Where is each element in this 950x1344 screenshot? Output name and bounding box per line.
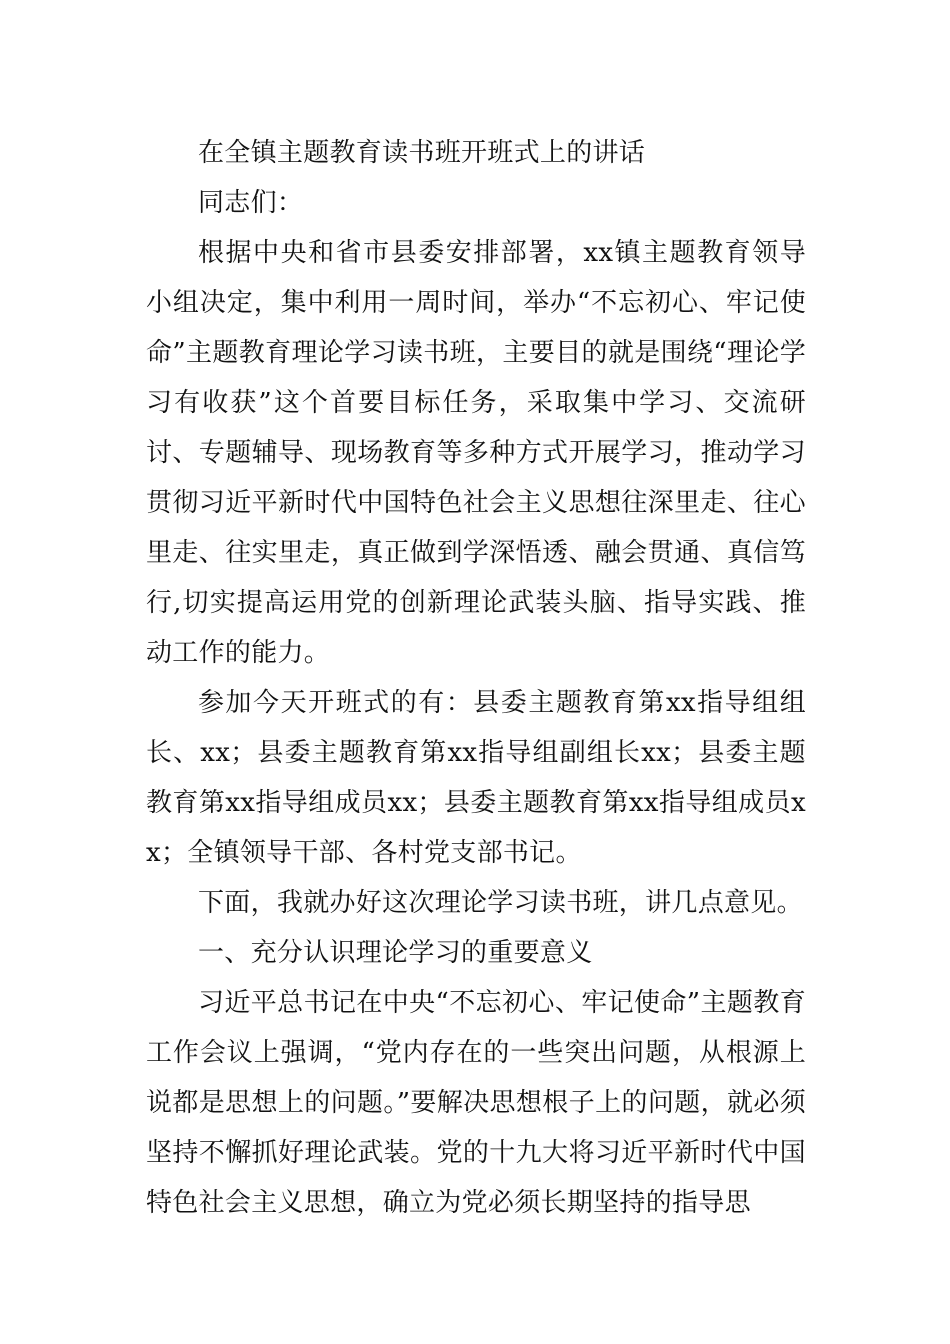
paragraph-transition: 下面，我就办好这次理论学习读书班，讲几点意见。 (198, 888, 803, 918)
document-title: 在全镇主题教育读书班开班式上的讲话 (198, 138, 646, 168)
paragraph-attendees: 参加今天开班式的有：县委主题教育第xx指导组组长、xx；县委主题教育第xx指导组副组长xx；县委主题教育第xx指导组成员xx；县委主题教育第xx指导组成员xx；全镇领导干部、各村党支部书记。 (146, 688, 806, 868)
salutation: 同志们： (198, 188, 304, 218)
section-heading: 一、充分认识理论学习的重要意义 (198, 938, 593, 968)
section-paragraph: 习近平总书记在中央“不忘初心、牢记使命”主题教育工作会议上强调，“党内存在的一些突出问题，从根源上说都是思想上的问题。”要解决思想根子上的问题，就必须坚持不懈抓好理论武装。党的十九大将习近平新时代中国特色社会主义思想，确立为党必须长期坚持的指导思 (146, 988, 806, 1218)
paragraph-intro: 根据中央和省市县委安排部署，xx镇主题教育领导小组决定，集中利用一周时间，举办“不忘初心、牢记使命”主题教育理论学习读书班，主要目的就是围绕“理论学习有收获”这个首要目标任务，采取集中学习、交流研讨、专题辅导、现场教育等多种方式开展学习，推动学习贯彻习近平新时代中国特色社会主义思想往深里走、往心里走、往实里走，真正做到学深悟透、融会贯通、真信笃行,切实提高运用党的创新理论武装头脑、指导实践、推动工作的能力。 (146, 238, 806, 668)
document-body (146, 128, 806, 1228)
